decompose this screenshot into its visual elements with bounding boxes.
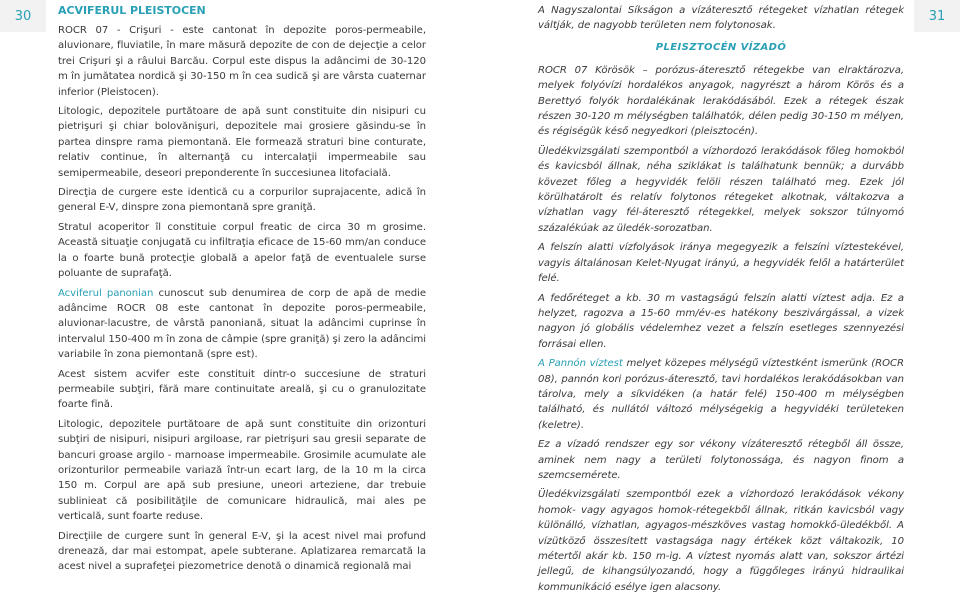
page-number-right: 31 (914, 0, 960, 32)
highlight-term: Acviferul panonian (58, 287, 154, 299)
paragraph: ROCR 07 Körösök – porózus-áteresztő rétegekbe van elraktározva, melyek folyóvízi hordalékos anyagok, nagyrészt a három Körös és a Berettyó folyók hordalékának lerakódásából. Ezek a rétegek észak részen 30-120 m mélységben találhatók, délen pedig 30-150 m mélyen, és régiségük késő negyedkori (pleisztocén). (538, 64, 904, 138)
paragraph: Stratul acoperitor îl constituie corpul freatic de circa 30 m grosime. Această situaţie conjugată cu infiltraţia eficace de 15-60 mm/an conduce la o foarte bună protecţie globală a apelor faţă de eventualele surse poluante de suprafaţă. (58, 221, 426, 280)
paragraph: A fedőréteget a kb. 30 m vastagságú felszín alatti víztest adja. Ez a helyzet, ragozva a 15-60 mm/év-es hatékony beszivárgással, a vizek nagyon jó globális védelemhez vezet a felszín esetleges szennyezési forrásai ellen. (538, 292, 904, 350)
paragraph: A felszín alatti vízfolyások iránya megegyezik a felszíni víztestekével, vagyis általánosan Kelet-Nyugat irányú, a hegyvidék felől a határterület felé. (538, 242, 904, 285)
romanian-column (58, 3, 426, 579)
paragraph: ROCR 07 - Crişuri - este cantonat în depozite poros-permeabile, aluvionare, fluviatile, în mare măsură depozite de con de dejecţie a celor trei Crişuri şi a râului Barcău. Corpul este dispus la adâncimi de 30-120 m în jumătatea nordică şi 30-150 m în cea sudică şi are vârsta cuaternar inferior (Pleistocen). (58, 25, 426, 98)
paragraph: Üledékvizsgálati szempontból ezek a vízhordozó lerakódások vékony homok- vagy agyagos homok-rétegekből állnak, ritkán kavicsból vagy különálló, vízhatlan, agyagos-mészköves vastag homokkő-üledékből. A vízütköző összesített vastagsága nagy értékek közt váltakozik, 10 métertől akár kb. 150 m-ig. A víztest nyomás alatt van, sokszor ártézi jellegű, de kihangsúlyozandó, hogy a függőleges irányú hidraulikai kommunikáció esélye igen alacsony. (538, 489, 904, 593)
paragraph: A Nagyszalontai Síkságon a vízáteresztő rétegeket vízhatlan rétegek váltják, de nagyobb területen nem folytonosak. (538, 5, 904, 32)
page-number-left: 30 (0, 0, 46, 32)
section-heading: ACVIFERUL PLEISTOCEN (58, 4, 206, 17)
paragraph: Acest sistem acvifer este constituit dintr-o succesiune de straturi permeabile subţiri, fără mare continuitate areală, şi cu o granulozitate foarte fină. (58, 368, 426, 411)
paragraph-text: melyet közepes mélységű víztestként ismerünk (ROCR 08), pannón kori porózus-áteresztő, tavi hordalékos lerakódásokban van tárolva, mely a síkvidéken (a határ felé) 150-400 m mélységben található, és nullától változó mélységekig a hegyvidéki területeken (keletre). (538, 358, 905, 431)
paragraph: Direcţia de curgere este identică cu a corpurilor suprajacente, adică în general E-V, dinspre zona piemontană spre graniţă. (58, 187, 426, 214)
paragraph: Direcţiile de curgere sunt în general E-V, şi la acest nivel mai profund drenează, dar mai estompat, apele subterane. Aplatizarea remarcată la acest nivel a suprafeţei piezometrice denotă o dinamică regională mai (58, 530, 426, 573)
paragraph (58, 286, 426, 363)
paragraph: Ez a vízadó rendszer egy sor vékony vízáteresztő rétegből áll össze, aminek nem nagy a területi folytonossága, és nagyon finom a szemcsemérete. (538, 439, 904, 481)
paragraph (538, 356, 904, 433)
paragraph: Üledékvizsgálati szempontból a vízhordozó lerakódások főleg homokból és kavicsból állnak, néha sziklákat is találhatunk bennük; a durvább kövezet főleg a hegyvidék felöli részen található meg. Ezek jól körülhatárolt és relatív folytonos rétegeket alkotnak, váltakozva a vízhatlan vagy fél-áteresztő rétegekkel, melyek sokszor túlnyomó százalékúak az üledék-sorozatban. (538, 145, 904, 234)
hungarian-column (538, 3, 904, 599)
paragraph: Litologic, depozitele purtătoare de apă sunt constituite din orizonturi subţiri de nisipuri, nisipuri argiloase, rar pietrişuri sau gresii separate de bancuri groase argilo - marnoase impermeabile. Grosimile acumulate ale orizonturilor permeabile variază într-un ecart larg, de la 10 m la circa 150 m. Corpul are apă sub presiune, uneori arteziene, dar trebuie sublinieat că posibilităţile de comunicare hidraulică, mai ales pe verticală, sunt foarte reduse. (58, 418, 426, 523)
paragraph: Litologic, depozitele purtătoare de apă sunt constituite din nisipuri cu pietrişuri şi chiar bolovănişuri, depozitele mai grosiere găsindu-se în partea dinspre rama piemontană. Ele formează straturi bine conturate, relativ continue, în alternanţă cu intercalaţii impermeabile sau semipermeabile, deseori preponderente în succesiunea litofacială. (58, 106, 426, 179)
paragraph-text: cunoscut sub denumirea de corp de apă de medie adâncime ROCR 08 este cantonat în depozite poros-permeabile, aluvionar-lacustre, de vârstă panoniană, situat la adâncimi cuprinse în intervalul 150-400 m în zona de câmpie (spre graniţă) şi zero la adâncimi variabile în zona piemontană (spre est). (58, 287, 427, 361)
highlight-term: A Pannón víztest (538, 358, 623, 370)
section-heading: PLEISZTOCÉN VÍZADÓ (655, 41, 787, 53)
